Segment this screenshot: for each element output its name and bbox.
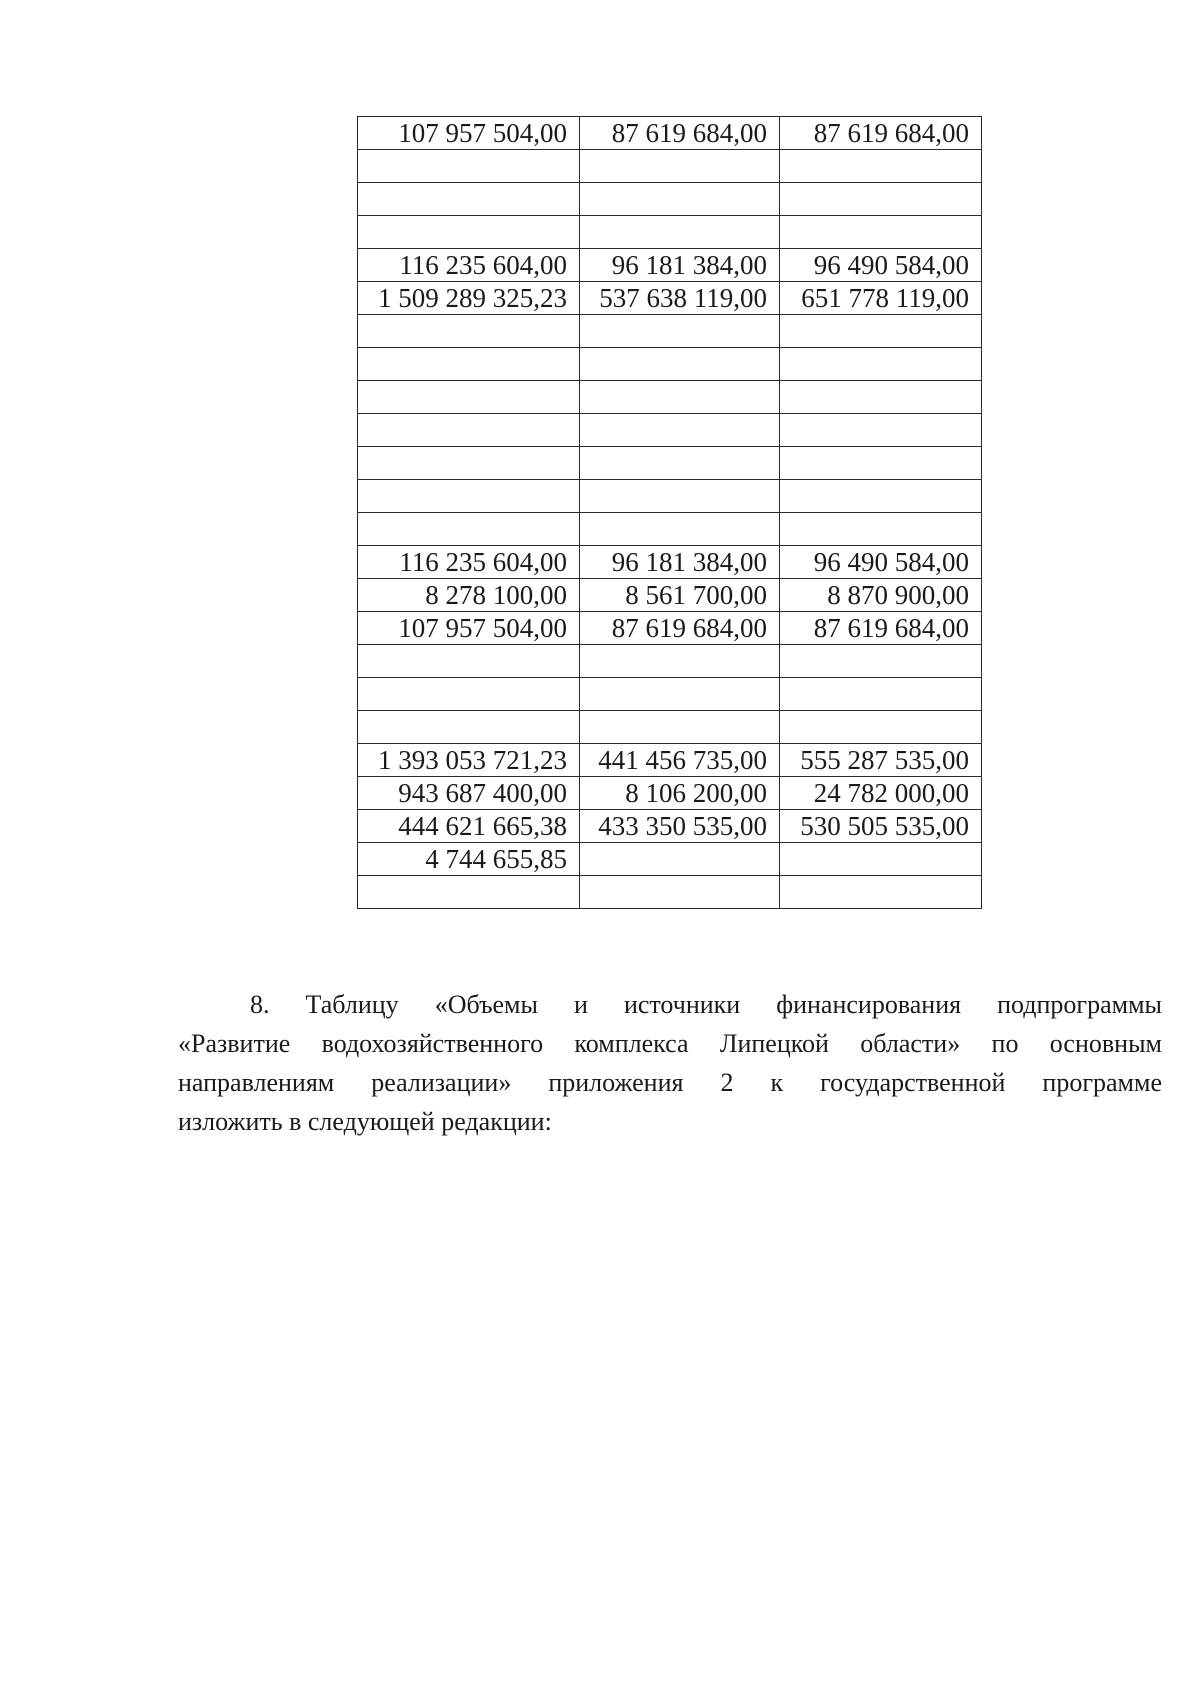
table-cell: 107 957 504,00 xyxy=(358,612,580,645)
table-cell xyxy=(780,513,982,546)
table-row xyxy=(358,117,982,150)
table-cell xyxy=(358,348,580,381)
table-cell xyxy=(780,843,982,876)
table-cell xyxy=(780,711,982,744)
table-cell: 537 638 119,00 xyxy=(580,282,780,315)
paragraph-line: «Развитие водохозяйственного комплекса Липецкой области» по основным xyxy=(178,1029,1162,1058)
table-cell: 87 619 684,00 xyxy=(780,117,982,150)
table-row xyxy=(358,546,982,579)
table-cell: 444 621 665,38 xyxy=(358,810,580,843)
table-cell xyxy=(358,480,580,513)
table-cell: 96 490 584,00 xyxy=(780,546,982,579)
table-cell: 1 509 289 325,23 xyxy=(358,282,580,315)
table-cell xyxy=(358,876,580,909)
table-row xyxy=(358,579,982,612)
table-row xyxy=(358,612,982,645)
table-row xyxy=(358,678,982,711)
table-cell: 24 782 000,00 xyxy=(780,777,982,810)
table-cell xyxy=(358,678,580,711)
table-cell: 441 456 735,00 xyxy=(580,744,780,777)
table-cell xyxy=(358,315,580,348)
table-cell xyxy=(580,348,780,381)
table-cell xyxy=(358,150,580,183)
table-cell: 943 687 400,00 xyxy=(358,777,580,810)
table-cell: 87 619 684,00 xyxy=(580,117,780,150)
table-cell xyxy=(780,447,982,480)
table-cell: 530 505 535,00 xyxy=(780,810,982,843)
table-row xyxy=(358,513,982,546)
table-cell xyxy=(358,447,580,480)
table-cell xyxy=(580,645,780,678)
table-cell: 1 393 053 721,23 xyxy=(358,744,580,777)
table-row xyxy=(358,216,982,249)
table-row xyxy=(358,744,982,777)
financing-table-body xyxy=(358,117,982,909)
table-row xyxy=(358,249,982,282)
table-cell: 96 181 384,00 xyxy=(580,546,780,579)
table-cell xyxy=(780,216,982,249)
table-cell: 107 957 504,00 xyxy=(358,117,580,150)
table-cell: 96 490 584,00 xyxy=(780,249,982,282)
table-cell xyxy=(780,183,982,216)
table-cell xyxy=(358,645,580,678)
table-cell: 87 619 684,00 xyxy=(580,612,780,645)
table-row xyxy=(358,348,982,381)
table-row xyxy=(358,150,982,183)
table-cell xyxy=(358,381,580,414)
table-cell xyxy=(580,480,780,513)
table-cell: 433 350 535,00 xyxy=(580,810,780,843)
paragraph-line: направлениям реализации» приложения 2 к государственной программе xyxy=(178,1068,1162,1097)
table-row xyxy=(358,282,982,315)
table-row xyxy=(358,876,982,909)
table-cell xyxy=(580,678,780,711)
table-cell xyxy=(580,381,780,414)
table-cell xyxy=(358,513,580,546)
table-cell xyxy=(358,183,580,216)
table-cell xyxy=(580,414,780,447)
table-row xyxy=(358,381,982,414)
paragraph-line: 8. Таблицу «Объемы и источники финансирования подпрограммы xyxy=(250,990,1162,1019)
table-cell xyxy=(580,876,780,909)
table-cell: 651 778 119,00 xyxy=(780,282,982,315)
table-cell: 116 235 604,00 xyxy=(358,546,580,579)
table-cell: 8 870 900,00 xyxy=(780,579,982,612)
table-cell: 555 287 535,00 xyxy=(780,744,982,777)
table-cell xyxy=(580,315,780,348)
table-cell xyxy=(780,480,982,513)
table-cell xyxy=(358,711,580,744)
table-cell xyxy=(780,645,982,678)
table-row xyxy=(358,480,982,513)
instruction-paragraph xyxy=(178,985,1162,1141)
table-row xyxy=(358,447,982,480)
table-cell xyxy=(358,216,580,249)
table-cell xyxy=(580,150,780,183)
table-cell xyxy=(580,711,780,744)
table-cell xyxy=(780,414,982,447)
table-cell xyxy=(580,513,780,546)
table-cell: 87 619 684,00 xyxy=(780,612,982,645)
table-cell xyxy=(780,678,982,711)
table-row xyxy=(358,315,982,348)
table-cell xyxy=(580,843,780,876)
table-cell xyxy=(580,183,780,216)
table-row xyxy=(358,810,982,843)
table-row xyxy=(358,414,982,447)
table-cell: 96 181 384,00 xyxy=(580,249,780,282)
table-cell xyxy=(780,381,982,414)
table-cell xyxy=(780,150,982,183)
table-row xyxy=(358,645,982,678)
table-cell: 8 106 200,00 xyxy=(580,777,780,810)
table-row xyxy=(358,843,982,876)
table-row xyxy=(358,711,982,744)
table-cell xyxy=(580,447,780,480)
table-cell: 116 235 604,00 xyxy=(358,249,580,282)
table-cell xyxy=(780,348,982,381)
table-cell xyxy=(358,414,580,447)
table-cell xyxy=(780,315,982,348)
table-cell xyxy=(780,876,982,909)
financing-table xyxy=(357,116,982,909)
table-row xyxy=(358,183,982,216)
table-cell: 4 744 655,85 xyxy=(358,843,580,876)
table-cell: 8 278 100,00 xyxy=(358,579,580,612)
table-cell xyxy=(580,216,780,249)
table-row xyxy=(358,777,982,810)
paragraph-line: изложить в следующей редакции: xyxy=(178,1107,552,1136)
table-cell: 8 561 700,00 xyxy=(580,579,780,612)
